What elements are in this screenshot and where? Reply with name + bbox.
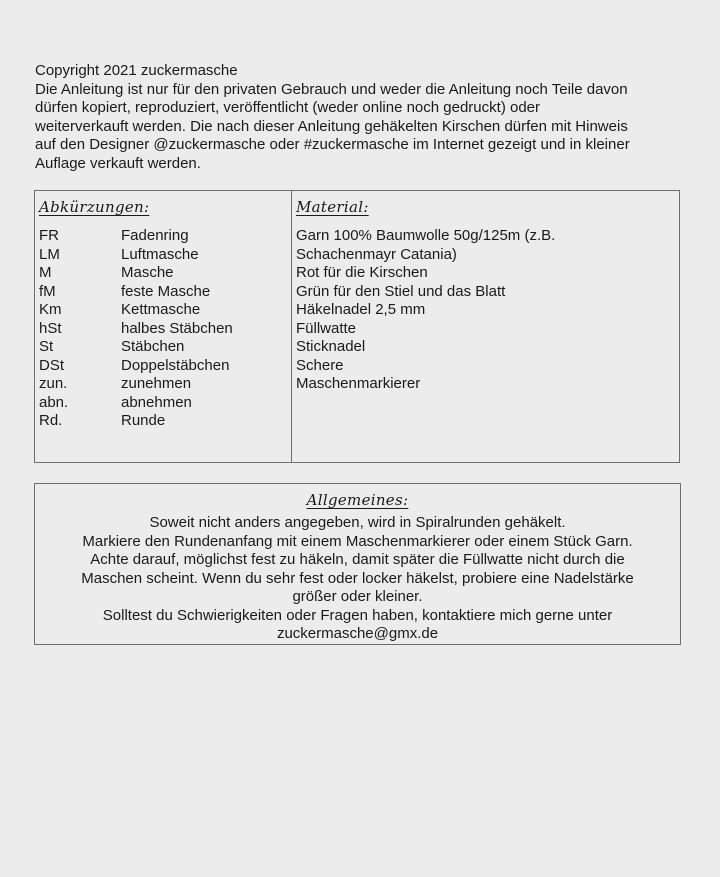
copyright-line: Copyright 2021 zuckermasche — [35, 62, 238, 79]
abbreviation-key: Rd. — [39, 412, 63, 429]
material-item: Rot für die Kirschen — [296, 264, 428, 281]
abbreviation-value: Runde — [121, 412, 166, 429]
abbreviation-row — [39, 412, 291, 431]
material-item: Häkelnadel 2,5 mm — [296, 301, 426, 318]
general-notes-box — [34, 483, 681, 645]
abbreviation-key: fM — [39, 282, 56, 300]
abbreviation-key: Km — [39, 301, 62, 318]
general-line: Achte darauf, möglichst fest zu häkeln, damit später die Füllwatte nicht durch die — [90, 551, 625, 568]
copyright-line: auf den Designer @zuckermasche oder #zuckermasche im Internet gezeigt und in kleiner — [35, 136, 630, 153]
abbreviation-key: zun. — [39, 375, 68, 392]
material-heading: Material: — [296, 198, 369, 216]
material-item: Maschenmarkierer — [296, 375, 421, 392]
general-line: größer oder kleiner. — [292, 588, 423, 605]
abbreviations-heading: Abkürzungen: — [39, 198, 150, 216]
abbreviation-value: feste Masche — [121, 282, 211, 300]
material-item: Sticknadel — [296, 338, 366, 355]
abbreviation-value: Masche — [121, 264, 174, 281]
material-column — [292, 191, 679, 462]
general-line: Solltest du Schwierigkeiten oder Fragen haben, kontaktiere mich gerne unter — [102, 606, 613, 624]
contact-email: zuckermasche@gmx.de — [276, 625, 439, 642]
abbreviation-value: Stäbchen — [121, 338, 185, 355]
abbreviation-row — [39, 338, 291, 357]
abbreviation-row — [39, 357, 291, 376]
abbreviation-key: St — [39, 338, 54, 355]
abbreviation-row — [39, 375, 291, 394]
material-item: Füllwatte — [296, 319, 357, 337]
material-item: Schere — [296, 356, 344, 374]
general-heading: Allgemeines: — [306, 491, 409, 509]
abbreviation-row — [39, 227, 291, 246]
info-table — [34, 190, 680, 463]
abbreviation-row — [39, 394, 291, 413]
general-line: Markiere den Rundenanfang mit einem Maschenmarkierer oder einem Stück Garn. — [82, 532, 633, 550]
abbreviation-row — [39, 301, 291, 320]
copyright-line: weiterverkauft werden. Die nach dieser Anleitung gehäkelten Kirschen dürfen mit Hinweis — [35, 117, 628, 135]
abbreviation-row — [39, 264, 291, 283]
abbreviation-value: zunehmen — [121, 375, 192, 392]
copyright-line: dürfen kopiert, reproduziert, veröffentlicht (weder online noch gedruckt) oder — [35, 99, 540, 116]
abbreviations-list — [39, 227, 291, 431]
material-item: Grün für den Stiel und das Blatt — [296, 282, 506, 300]
abbreviation-value: Doppelstäbchen — [121, 356, 230, 374]
material-item: Schachenmayr Catania) — [296, 245, 457, 263]
abbreviation-key: DSt — [39, 356, 65, 374]
material-list — [296, 227, 679, 394]
abbreviation-key: FR — [39, 227, 59, 244]
abbreviation-key: hSt — [39, 319, 62, 337]
copyright-line: Die Anleitung ist nur für den privaten Gebrauch und weder die Anleitung noch Teile davon — [35, 80, 628, 98]
material-item: Garn 100% Baumwolle 50g/125m (z.B. — [296, 227, 556, 244]
abbreviation-value: Kettmasche — [121, 301, 201, 318]
abbreviation-key: M — [39, 264, 52, 281]
abbreviation-row — [39, 320, 291, 339]
abbreviation-row — [39, 283, 291, 302]
abbreviation-key: LM — [39, 245, 60, 263]
copyright-line: Auflage verkauft werden. — [35, 154, 201, 172]
general-line: Soweit nicht anders angegeben, wird in Spiralrunden gehäkelt. — [149, 514, 566, 531]
abbreviation-row — [39, 246, 291, 265]
abbreviation-value: abnehmen — [121, 393, 192, 411]
copyright-notice — [35, 62, 685, 173]
abbreviations-column — [35, 191, 292, 462]
abbreviation-value: Fadenring — [121, 227, 189, 244]
abbreviation-key: abn. — [39, 393, 69, 411]
abbreviation-value: halbes Stäbchen — [121, 319, 233, 337]
general-line: Maschen scheint. Wenn du sehr fest oder locker häkelst, probiere eine Nadelstärke — [81, 569, 634, 587]
abbreviation-value: Luftmasche — [121, 245, 199, 263]
